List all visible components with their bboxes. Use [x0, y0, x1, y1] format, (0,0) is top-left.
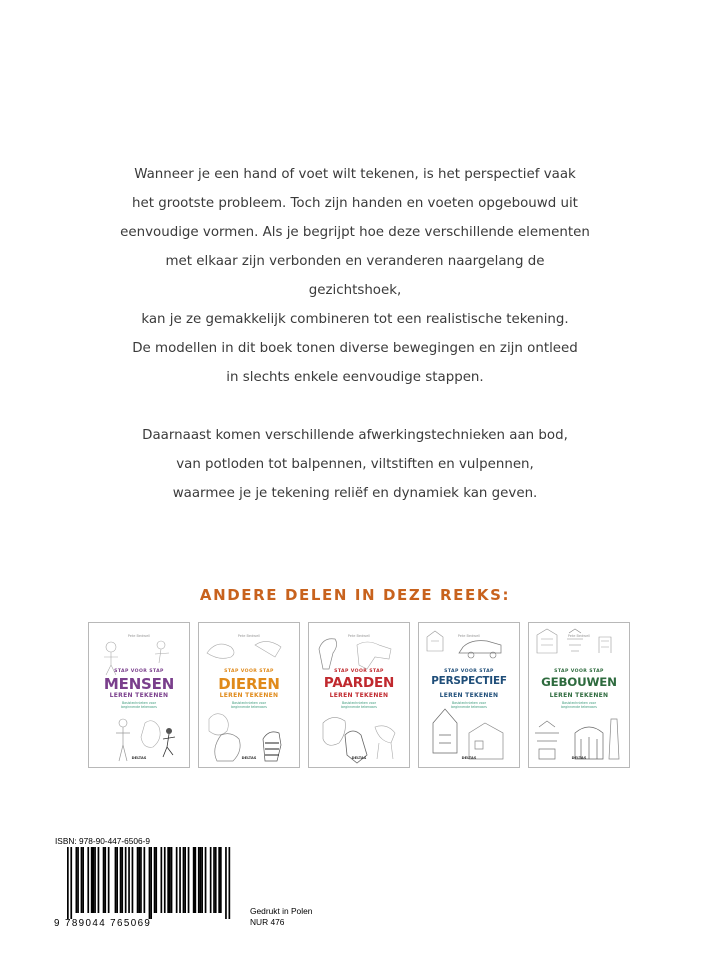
- cover-publisher: DELTAS: [351, 756, 367, 760]
- cover-subtitle: LEREN TEKENEN: [329, 692, 389, 699]
- cover-title: DIEREN: [218, 675, 280, 693]
- cover-publisher: DELTAS: [461, 756, 477, 760]
- cover-tagline: [89, 701, 189, 709]
- cover-tagline-line: beginnende tekenaars: [341, 705, 377, 709]
- cover-tagline-line: beginnende tekenaars: [231, 705, 267, 709]
- series-covers: [88, 622, 628, 770]
- barcode-block: [54, 836, 240, 929]
- print-info: [250, 906, 312, 928]
- cover-series-label: STAP VOOR STAP: [554, 669, 604, 674]
- cover-title: GEBOUWEN: [541, 675, 617, 689]
- cover-tagline: [529, 701, 629, 709]
- cover-tagline-line: beginnende tekenaars: [121, 705, 157, 709]
- paragraph-gap: [120, 392, 590, 421]
- blurb-line: Daarnaast komen verschillende afwerkingstechnieken aan bod,: [142, 428, 568, 443]
- blurb-line: van potloden tot balpennen, viltstiften en vulpennen,: [176, 457, 534, 472]
- back-cover-blurb: [120, 160, 590, 508]
- blurb-line: in slechts enkele eenvoudige stappen.: [226, 370, 484, 385]
- cover-subtitle: LEREN TEKENEN: [109, 692, 169, 699]
- cover-tagline-line: Basistechnieken voor: [451, 701, 487, 705]
- cover-tagline: [419, 701, 519, 709]
- cover-series-label: STAP VOOR STAP: [444, 669, 494, 674]
- series-heading: ANDERE DELEN IN DEZE REEKS:: [199, 586, 511, 604]
- cover-tagline: [199, 701, 299, 709]
- series-book-cover: [528, 622, 630, 768]
- cover-series-label: STAP VOOR STAP: [114, 669, 164, 674]
- cover-author: Pete Bedwell: [347, 634, 371, 638]
- barcode-digits: 9 789044 765069: [54, 918, 152, 929]
- blurb-line: het grootste probleem. Toch zijn handen en voeten opgebouwd uit: [132, 196, 578, 211]
- series-book-cover: [308, 622, 410, 768]
- printed-in-label: Gedrukt in Polen: [250, 906, 313, 916]
- cover-title: MENSEN: [103, 675, 175, 693]
- blurb-line: De modellen in dit boek tonen diverse bewegingen en zijn ontleed: [132, 341, 578, 356]
- cover-tagline-line: Basistechnieken voor: [231, 701, 267, 705]
- cover-title: PERSPECTIEF: [431, 675, 507, 687]
- blurb-line: eenvoudige vormen. Als je begrijpt hoe deze verschillende elementen: [120, 225, 590, 240]
- cover-title: PAARDEN: [323, 675, 395, 691]
- blurb-line: Wanneer je een hand of voet wilt tekenen, is het perspectief vaak: [134, 167, 576, 182]
- cover-publisher: DELTAS: [571, 756, 587, 760]
- cover-tagline-line: beginnende tekenaars: [561, 705, 597, 709]
- blurb-line: waarmee je je tekening reliëf en dynamiek kan geven.: [172, 486, 538, 501]
- blurb-paragraph-1: [120, 160, 590, 392]
- blurb-line: met elkaar zijn verbonden en veranderen naargelang de gezichtshoek,: [165, 254, 545, 298]
- blurb-paragraph-2: [120, 421, 590, 508]
- cover-subtitle: LEREN TEKENEN: [549, 692, 609, 699]
- cover-subtitle: LEREN TEKENEN: [439, 692, 499, 699]
- cover-author: Pete Bedwell: [127, 634, 151, 638]
- cover-author: Pete Bedwell: [567, 634, 591, 638]
- cover-tagline: [309, 701, 409, 709]
- series-book-cover: [198, 622, 300, 768]
- cover-series-label: STAP VOOR STAP: [224, 669, 274, 674]
- cover-tagline-line: Basistechnieken voor: [561, 701, 597, 705]
- isbn-label: ISBN: 978-90-447-6506-9: [55, 836, 151, 846]
- cover-author: Pete Bedwell: [237, 634, 261, 638]
- cover-tagline-line: Basistechnieken voor: [121, 701, 157, 705]
- series-book-cover: [418, 622, 520, 768]
- cover-tagline-line: beginnende tekenaars: [451, 705, 487, 709]
- cover-publisher: DELTAS: [241, 756, 257, 760]
- barcode-icon: [54, 847, 240, 919]
- nur-code: NUR 476: [250, 917, 285, 927]
- cover-series-label: STAP VOOR STAP: [334, 669, 384, 674]
- cover-author: Pete Bedwell: [457, 634, 481, 638]
- cover-publisher: DELTAS: [131, 756, 147, 760]
- cover-tagline-line: Basistechnieken voor: [341, 701, 377, 705]
- series-book-cover: [88, 622, 190, 768]
- cover-subtitle: LEREN TEKENEN: [219, 692, 279, 699]
- blurb-line: kan je ze gemakkelijk combineren tot een realistische tekening.: [141, 312, 569, 327]
